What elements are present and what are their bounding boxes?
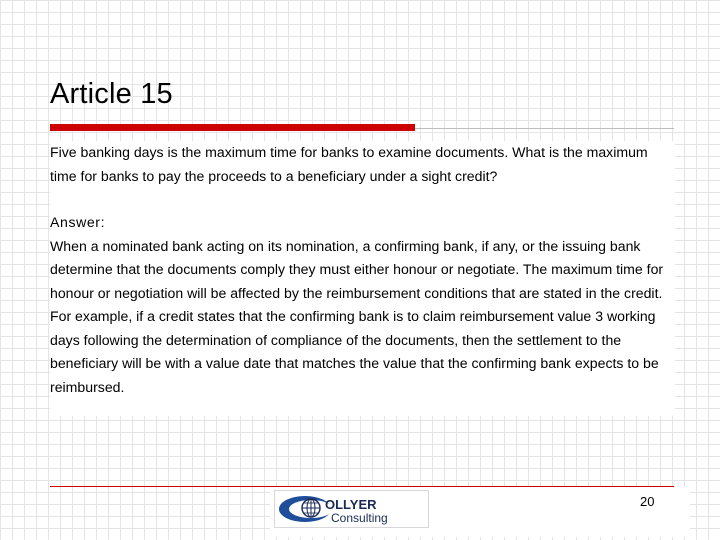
page-number: 20 <box>640 494 655 509</box>
slide-body <box>50 141 675 399</box>
logo-text-line2: Consulting <box>331 511 388 525</box>
answer-text: When a nominated bank acting on its nomination, a confirming bank, if any, or the issuing bank determine that the documents comply they must either honour or negotiate. The maximum time for honour or negotiation will be affected by the reimbursement conditions that are stated in the credit. For example, if a credit states that the confirming bank is to claim reimbursement value 3 working days following the determination of compliance of the documents, then the settlement to the beneficiary will be with a value date that matches the value that the confirming bank expects to be reimbursed. <box>50 237 664 395</box>
content-area <box>50 141 675 416</box>
collyer-consulting-logo <box>274 490 429 528</box>
title-underline-red <box>50 124 415 131</box>
logo-graphic <box>275 491 428 527</box>
slide-title: Article 15 <box>50 78 173 110</box>
logo-text-line1: OLLYER <box>325 497 377 512</box>
title-underline <box>50 124 674 132</box>
answer-label: Answer: <box>50 214 106 230</box>
title-underline-grey <box>415 128 674 129</box>
globe-icon <box>302 499 320 517</box>
question-text: Five banking days is the maximum time for banks to examine documents. What is the maximum time for banks to pay the proceeds to a beneficiary under a sight credit? <box>50 144 648 184</box>
